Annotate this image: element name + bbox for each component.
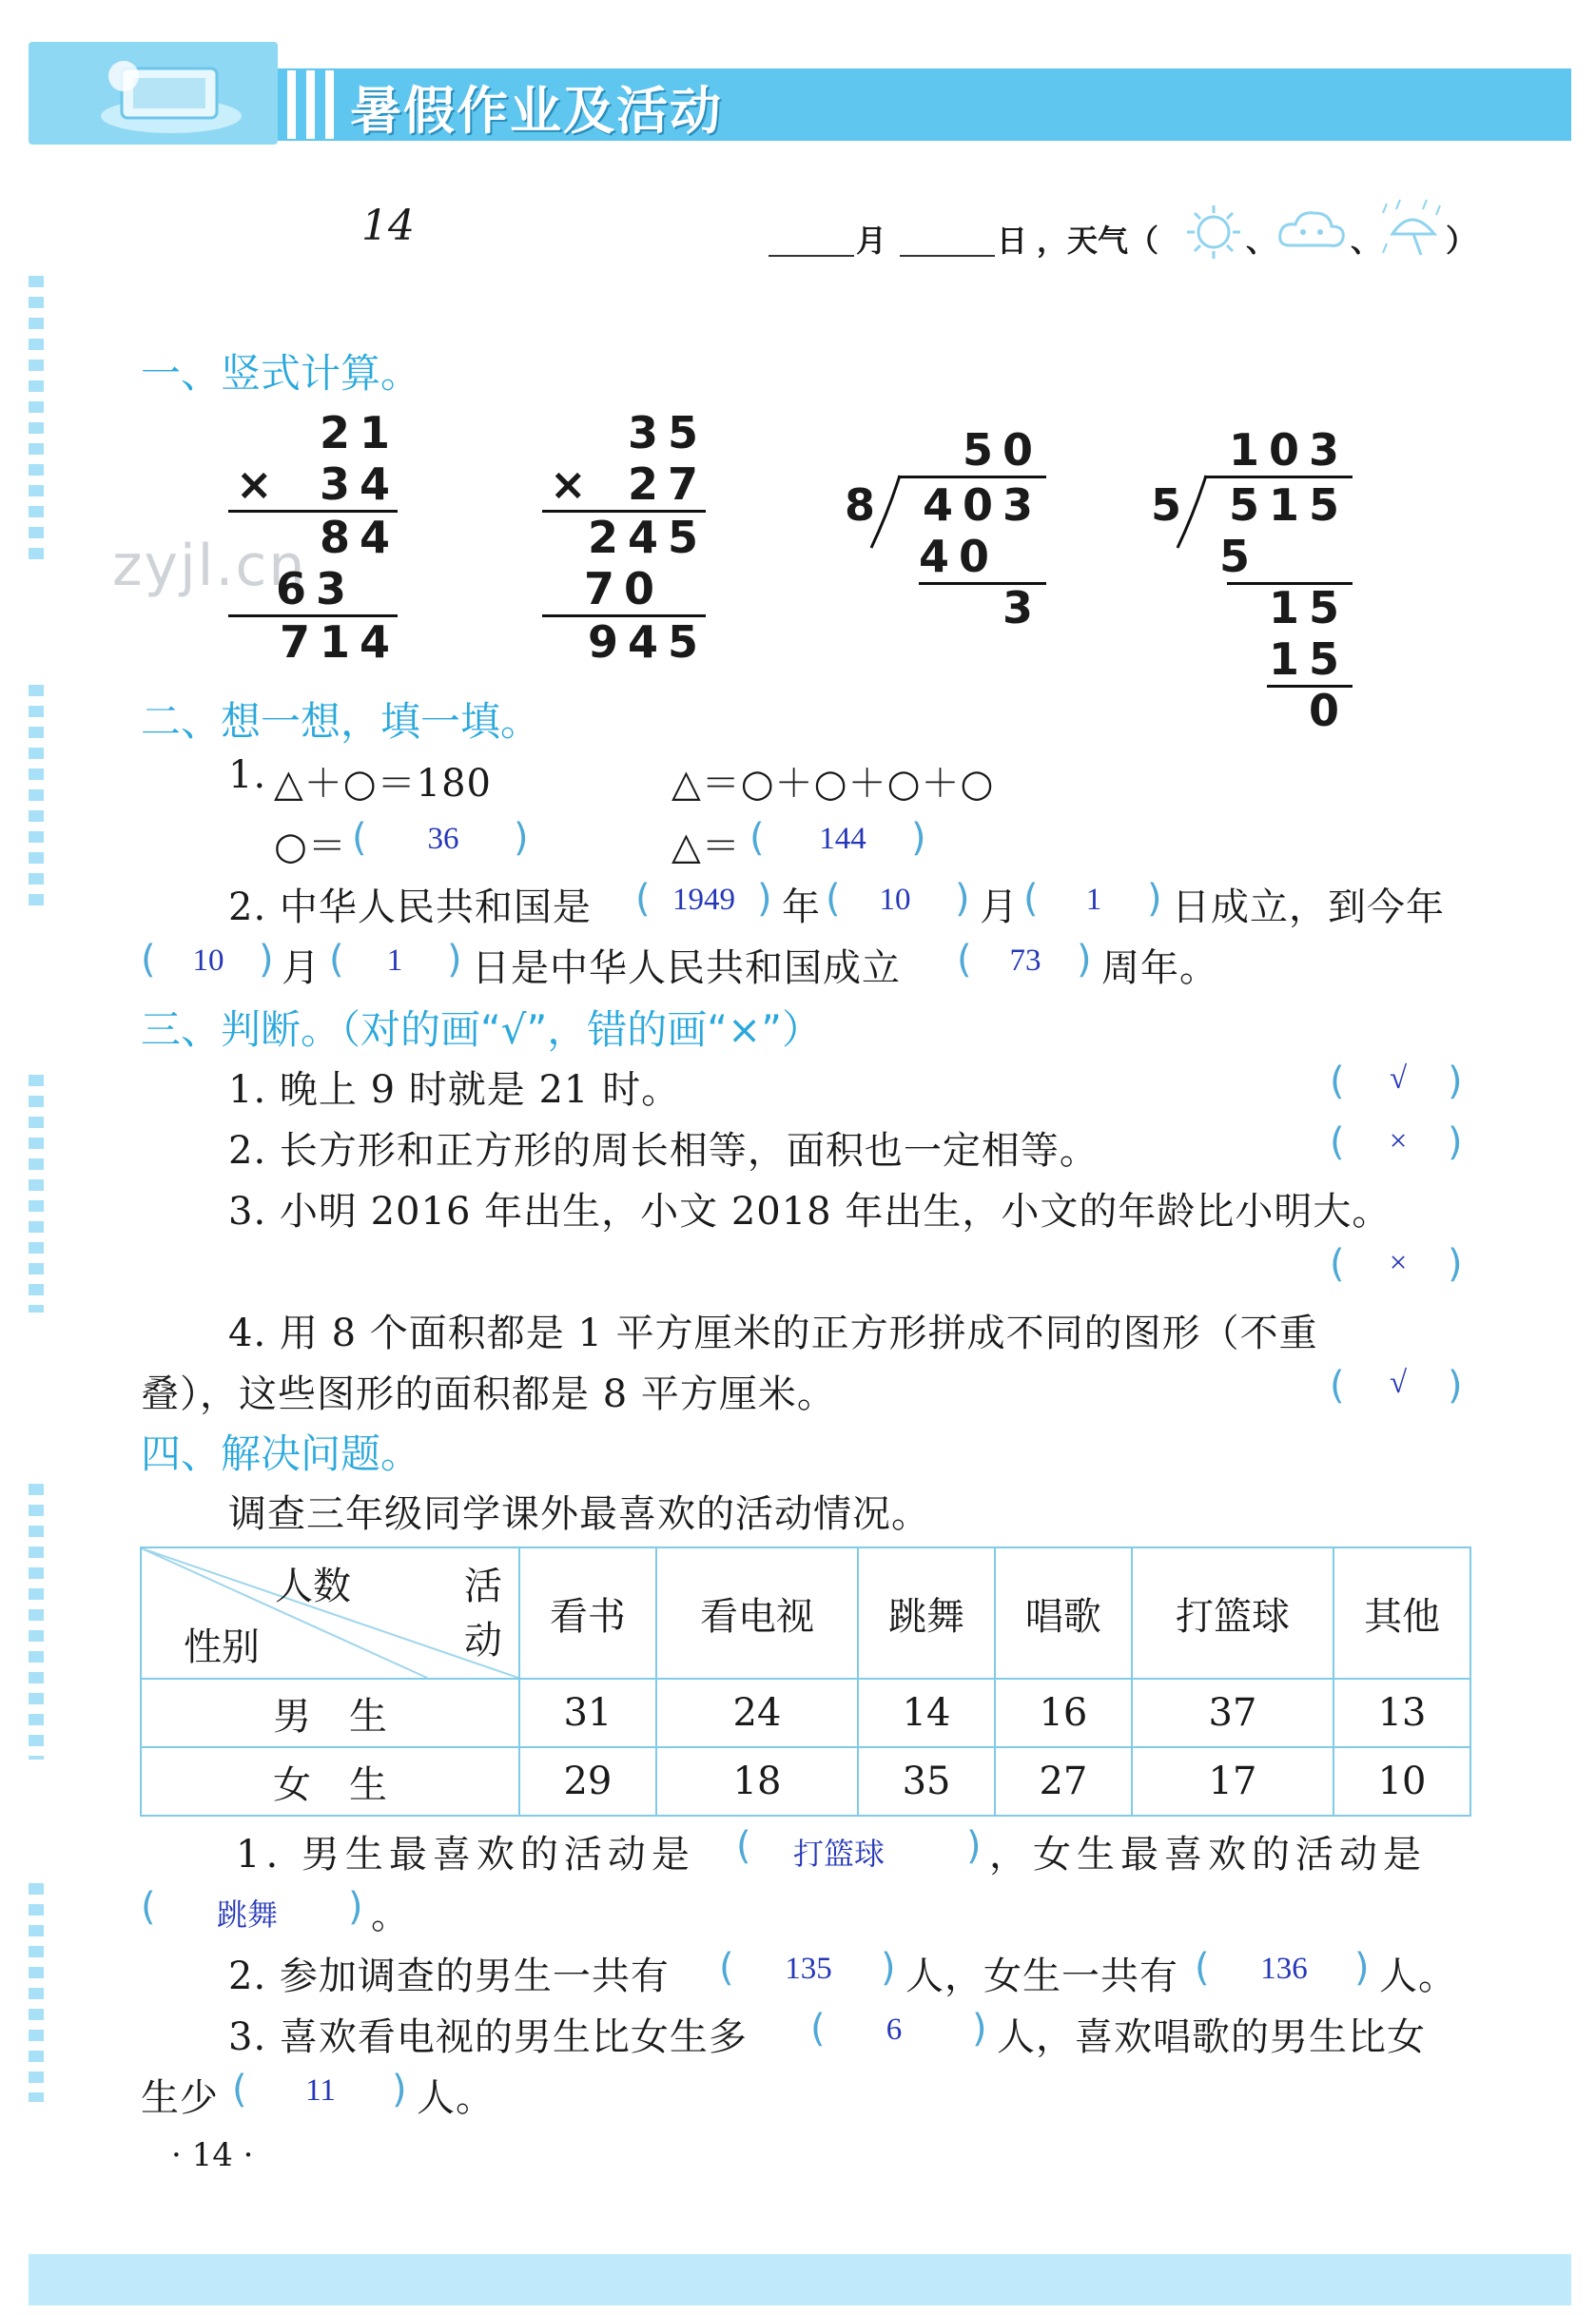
cloudy-icon — [1276, 204, 1347, 257]
answer-circle: 36 — [427, 822, 459, 856]
paren-close: ) — [392, 2068, 407, 2111]
margin-stripe — [29, 1883, 44, 2102]
table-row — [141, 1679, 1470, 1747]
table-row — [141, 1747, 1470, 1816]
answer-boys-total: 135 — [785, 1952, 832, 1986]
margin-stripe — [29, 685, 44, 913]
paren-close: ) — [514, 816, 529, 860]
paren-close: ) — [1354, 1946, 1370, 1990]
judge-item-2: 2. 长方形和正方形的周长相等，面积也一定相等。 — [228, 1129, 1099, 1173]
q2-2-text2: 年 — [782, 885, 821, 929]
div2-step2: 15 — [1268, 582, 1349, 633]
answer-triangle: 144 — [819, 822, 866, 856]
div2-quotient: 103 — [1228, 424, 1349, 476]
paren-open: ( — [1195, 1946, 1210, 1990]
q2-2-text7: 周年。 — [1101, 946, 1218, 990]
judge-answer-2: × — [1389, 1124, 1408, 1158]
paren-open: ( — [232, 2068, 247, 2111]
div1-quotient: 50 — [962, 424, 1042, 476]
table-header-row — [141, 1547, 1470, 1679]
column-header: 跳舞 — [858, 1547, 995, 1679]
judge-item-4-cont: 叠），这些图形的面积都是 8 平方厘米。 — [141, 1372, 836, 1416]
mult1-result: 714 — [279, 616, 399, 668]
div1-bracket-top — [898, 476, 1046, 478]
weather-label: ，天气（ — [1037, 223, 1159, 259]
paren-open: ( — [719, 1946, 734, 1990]
q4-3-text2: 人，喜欢唱歌的男生比女 — [997, 2015, 1426, 2059]
paren-close: ) — [1147, 877, 1162, 921]
column-header: 打篮球 — [1132, 1547, 1333, 1679]
q4-1-text3: 。 — [371, 1894, 410, 1937]
judge-item-4: 4. 用 8 个面积都是 1 平方厘米的正方形拼成不同的图形（不重 — [228, 1312, 1318, 1355]
mult1-partial1: 84 — [319, 512, 399, 563]
paren-open: ( — [736, 1824, 751, 1868]
column-header: 看书 — [519, 1547, 656, 1679]
mult2-partial2: 70 — [583, 563, 664, 614]
div1-divisor: 8 — [845, 479, 876, 531]
table-cell: 29 — [519, 1747, 656, 1816]
judge-answer-3: × — [1389, 1246, 1408, 1280]
mult2-bottom: 27 — [627, 458, 708, 510]
footer-bar — [29, 2254, 1571, 2305]
answer-sing-diff: 11 — [305, 2073, 336, 2108]
q2-2-text1: 2. 中华人民共和国是 — [228, 885, 592, 929]
paren-open: ( — [810, 2007, 826, 2051]
row-label: 男 生 — [141, 1679, 519, 1747]
table-cell: 14 — [858, 1679, 995, 1747]
header-title: 暑假作业及活动 — [350, 81, 723, 141]
paren-open: ( — [749, 816, 765, 860]
paren-close: ) — [757, 877, 772, 921]
div2-step3: 15 — [1268, 633, 1349, 685]
div2-divisor: 5 — [1151, 479, 1182, 531]
q4-1-text1: 1. 男生最喜欢的活动是 — [236, 1833, 695, 1877]
mult2-partial1: 245 — [587, 512, 708, 563]
table-cell: 37 — [1132, 1679, 1333, 1747]
div2-bracket-top — [1204, 476, 1353, 478]
q2-1-num: 1. — [228, 753, 267, 797]
answer-boys-activity: 打篮球 — [793, 1836, 886, 1872]
header-illustration — [95, 49, 247, 141]
column-header: 其他 — [1333, 1547, 1470, 1679]
page-number: · 14 · — [171, 2136, 254, 2174]
month-label: 月 — [856, 223, 887, 259]
paren-close: ) — [1448, 1242, 1463, 1286]
paren-close: ) — [911, 816, 926, 860]
rainy-icon — [1379, 196, 1446, 263]
paren-open: ( — [141, 938, 156, 982]
corner-gender-label: 性别 — [184, 1625, 260, 1669]
margin-stripe — [29, 1075, 44, 1313]
paren-open: ( — [957, 938, 972, 982]
q4-2-text3: 人。 — [1379, 1955, 1457, 1998]
answer-girls-activity: 跳舞 — [217, 1897, 279, 1933]
paren-close: ) — [1448, 1364, 1463, 1408]
table-cell: 18 — [656, 1747, 858, 1816]
paren-open: ( — [1330, 1242, 1345, 1286]
mult1-sign: × — [236, 458, 273, 510]
weather-close: ） — [1446, 223, 1477, 259]
section-1-title: 一、竖式计算。 — [141, 350, 421, 397]
day-number: 14 — [361, 202, 415, 250]
month-blank — [769, 255, 854, 257]
answer-year: 1949 — [672, 883, 735, 917]
section-3-title: 三、判断。（对的画“√”，错的画“×”） — [141, 1006, 822, 1053]
watermark: zyjl.cn — [112, 533, 307, 599]
answer-anniversary: 73 — [1009, 944, 1041, 978]
div2-dividend: 515 — [1228, 479, 1349, 531]
div2-remainder: 0 — [1308, 685, 1349, 736]
q2-2-text4: 日成立，到今年 — [1172, 885, 1445, 929]
margin-stripe — [29, 1484, 44, 1760]
judge-item-1: 1. 晚上 9 时就是 21 时。 — [228, 1068, 681, 1112]
paren-close: ) — [881, 1946, 896, 1990]
paren-close: ) — [447, 938, 462, 982]
section-4-title: 四、解决问题。 — [141, 1430, 421, 1477]
column-header: 唱歌 — [995, 1547, 1132, 1679]
answer-month-2: 10 — [192, 944, 224, 978]
div2-step1: 5 — [1218, 531, 1259, 582]
row-label: 女 生 — [141, 1747, 519, 1816]
table-cell: 31 — [519, 1679, 656, 1747]
table-cell: 16 — [995, 1679, 1132, 1747]
table-cell: 17 — [1132, 1747, 1333, 1816]
paren-close: ) — [972, 2007, 987, 2051]
mult1-partial2: 63 — [275, 563, 356, 614]
table-cell: 35 — [858, 1747, 995, 1816]
paren-close: ) — [1448, 1060, 1463, 1103]
paren-close: ) — [348, 1885, 363, 1929]
day-blank — [900, 255, 995, 257]
margin-stripe — [29, 276, 44, 561]
q4-3-text3: 生少 — [141, 2076, 219, 2120]
q4-2-text1: 2. 参加调查的男生一共有 — [228, 1955, 670, 1998]
judge-answer-1: √ — [1389, 1061, 1408, 1096]
corner-activity-label: 活动 — [464, 1565, 502, 1663]
mult2-sign: × — [550, 458, 587, 510]
q4-1-text2: ，女生最喜欢的活动是 — [989, 1833, 1427, 1877]
paren-open: ( — [826, 877, 841, 921]
mult2-top: 35 — [627, 407, 708, 458]
paren-open: ( — [1330, 1120, 1345, 1164]
table-cell: 10 — [1333, 1747, 1470, 1816]
column-header: 看电视 — [656, 1547, 858, 1679]
q4-3-text1: 3. 喜欢看电视的男生比女生多 — [228, 2015, 748, 2059]
q2-1-eq2: △＝○＋○＋○＋○ — [671, 762, 995, 806]
paren-close: ) — [1448, 1120, 1463, 1164]
q2-2-text5: 月 — [282, 946, 321, 990]
header-divider — [306, 70, 315, 139]
mult2-result: 945 — [587, 616, 708, 668]
table-cell: 24 — [656, 1679, 858, 1747]
answer-day: 1 — [1085, 883, 1102, 917]
judge-item-3: 3. 小明 2016 年出生，小文 2018 年出生，小文的年龄比小明大。 — [228, 1190, 1392, 1234]
table-cell: 27 — [995, 1747, 1132, 1816]
mult1-bottom: 34 — [319, 458, 399, 510]
div1-step1: 40 — [918, 531, 999, 582]
q2-1-circle-label: ○＝ — [274, 825, 347, 868]
header-divider — [287, 70, 296, 139]
paren-open: ( — [1330, 1364, 1345, 1408]
table-cell: 13 — [1333, 1679, 1470, 1747]
header-divider — [325, 70, 334, 139]
paren-open: ( — [141, 1885, 156, 1929]
answer-day-2: 1 — [386, 944, 403, 978]
answer-tv-diff: 6 — [886, 2013, 903, 2047]
paren-open: ( — [635, 877, 651, 921]
paren-open: ( — [329, 938, 344, 982]
table-corner-cell — [141, 1547, 519, 1679]
paren-open: ( — [1330, 1060, 1345, 1103]
answer-month: 10 — [879, 883, 911, 917]
paren-close: ) — [1077, 938, 1092, 982]
q2-1-triangle-label: △＝ — [671, 825, 741, 868]
mult1-top: 21 — [319, 407, 399, 458]
paren-open: ( — [1023, 877, 1039, 921]
judge-answer-4: √ — [1389, 1366, 1408, 1400]
div1-remainder: 3 — [1002, 582, 1042, 633]
day-label: 日 — [997, 223, 1028, 259]
survey-table — [140, 1547, 1471, 1817]
corner-people-label: 人数 — [275, 1565, 351, 1608]
q4-2-text2: 人，女生一共有 — [905, 1955, 1178, 1998]
paren-close: ) — [259, 938, 274, 982]
sunny-icon — [1183, 202, 1244, 263]
div1-dividend: 403 — [922, 479, 1042, 531]
section-2-title: 二、想一想，填一填。 — [141, 698, 541, 745]
weather-sep: 、 — [1246, 223, 1277, 259]
paren-close: ) — [966, 1824, 982, 1868]
paren-close: ) — [955, 877, 970, 921]
q2-2-text3: 月 — [980, 885, 1019, 929]
q4-3-text4: 人。 — [417, 2076, 495, 2120]
q2-2-text6: 日是中华人民共和国成立 — [472, 946, 901, 990]
q2-1-eq1: △＋○＝180 — [274, 762, 493, 806]
survey-intro: 调查三年级同学课外最喜欢的活动情况。 — [228, 1492, 930, 1536]
answer-girls-total: 136 — [1260, 1952, 1308, 1986]
paren-open: ( — [352, 816, 367, 860]
weather-sep: 、 — [1351, 223, 1382, 259]
